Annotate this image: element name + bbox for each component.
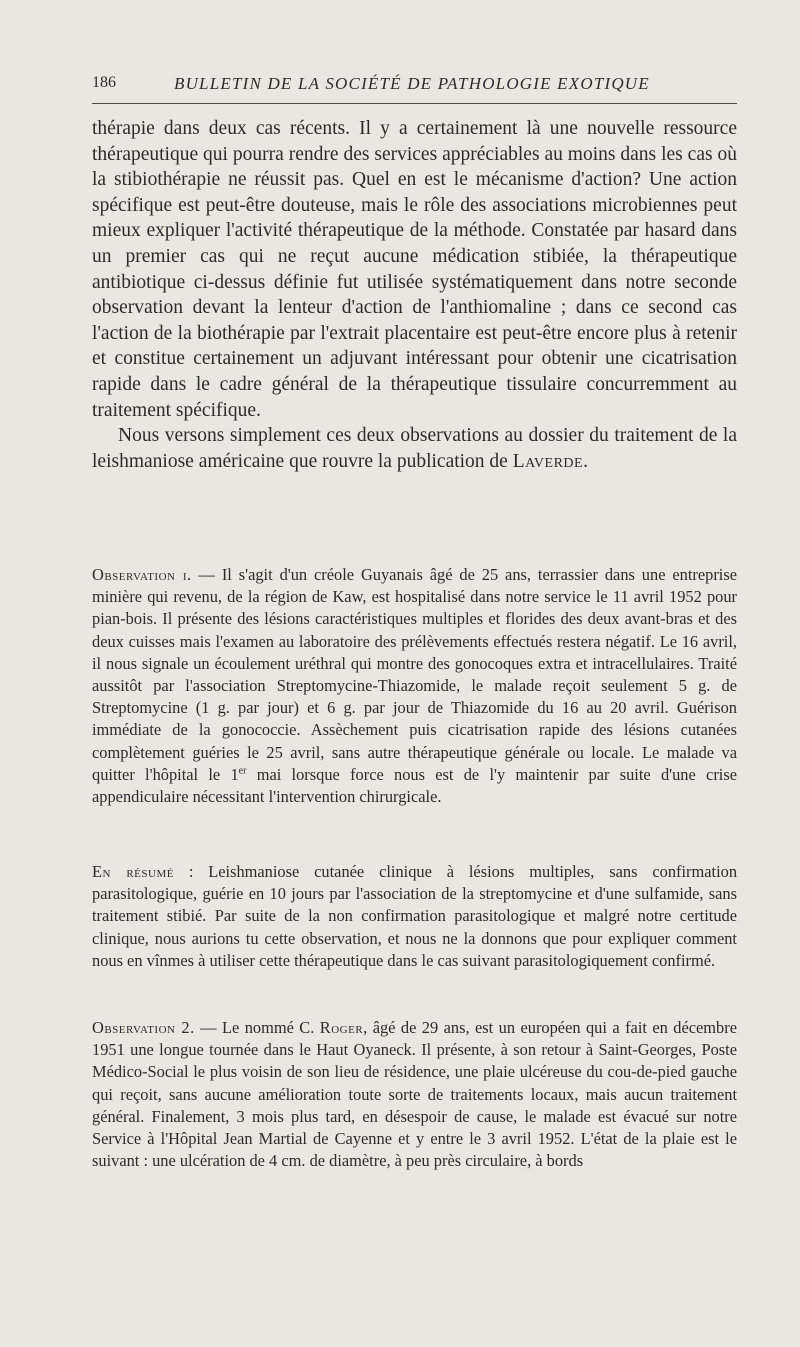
observation-1 [92, 564, 737, 808]
running-title: BULLETIN DE LA SOCIÉTÉ DE PATHOLOGIE EXOTIQUE [174, 74, 650, 93]
page-header [92, 74, 737, 96]
observation-1-superscript: er [238, 765, 247, 777]
paragraph-continuation: thérapie dans deux cas récents. Il y a certainement là une nouvelle ressource thérapeutique qui pourra rendre des services appréciables au moins dans les cas où la stibiothérapie ne réussit pas. Quel en est le mécanisme d'action? Une action spécifique est peut-être douteuse, mais le rôle des associations microbiennes peut mieux expliquer l'activité thérapeutique de la méthode. Constatée par hasard dans un premier cas qui ne reçut aucune médication stibiée, la thérapeutique antibiotique ci-dessus définie fut utilisée systématiquement dans notre seconde observation devant la lenteur d'action de l'anthiomaline ; dans ce second cas l'action de la biothérapie par l'extrait placentaire est peut-être encore plus à retenir et constitue certainement un adjuvant intéressant pour obtenir une cicatrisation rapide dans le cadre général de la thérapeutique tissulaire concurremment au traitement spécifique. [92, 118, 737, 421]
observation-2 [92, 1017, 737, 1172]
author-reference: Laverde [512, 450, 584, 472]
observation-2-label: Observation 2. [92, 1018, 195, 1037]
header-rule [92, 103, 737, 104]
observation-2-text-a: — Le nommé C. [194, 1018, 320, 1037]
page-number: 186 [92, 74, 116, 91]
paragraph-conclusion-end: . [583, 450, 588, 472]
summary-label: En résumé [92, 862, 174, 881]
paragraph-conclusion-text: Nous versons simplement ces deux observations au dossier du traitement de la leishmaniose américaine que rouvre la publication de [92, 425, 737, 472]
observation-1-text-a: — Il s'agit d'un créole Guyanais âgé de 25 ans, terrassier dans une entreprise minière qui revenu, de la région de Kaw, est hospitalisé dans notre service le 11 avril 1952 pour pian-bois. Il présente des lésions caractéristiques multiples et florides des deux avant-bras et des deux cuisses mais l'examen au laboratoire des prélèvements effectués restera négatif. Le 16 avril, il nous signale un écoulement uréthral qui montre des gonocoques extra et intracellulaires. Traité aussitôt par l'association Streptomycine-Thiazomide, le malade reçoit seulement 5 g. de Streptomycine (1 g. par jour) et 6 g. par jour de Thiazomide du 16 au 20 avril. Guérison immédiate de la gonococcie. Assèchement puis cicatrisation rapide des lésions cutanées complètement guéries le 25 avril, sans autre thérapeutique générale ou locale. Le malade va quitter l'hôpital le 1 [92, 565, 737, 784]
observation-1-text-b: mai lorsque force nous est de l'y maintenir par suite d'une crise appendiculaire nécessitant l'intervention chirurgicale. [92, 764, 737, 807]
main-text [92, 116, 738, 1171]
summary-paragraph [92, 861, 737, 972]
paragraph-conclusion [92, 423, 737, 474]
observation-1-label: Observation i. [92, 565, 192, 584]
summary-text: : Leishmaniose cutanée clinique à lésions multiples, sans confirmation parasitologique, guérie en 10 jours par l'association de la streptomycine et d'une sulfamide, sans traitement stibié. Par suite de la non confirmation parasitologique et malgré notre certitude clinique, nous aurions tu cette observation, et nous ne la donnons que pour expliquer comment nous en vînmes à utiliser cette thérapeutique dans le cas suivant parasitologiquement confirmé. [92, 862, 738, 970]
patient-name: Roger [319, 1018, 364, 1037]
observation-2-text-b: , âgé de 29 ans, est un européen qui a fait en décembre 1951 une longue tournée dans le Haut Oyaneck. Il présente, à son retour à Saint-Georges, Poste Médico-Social le plus voisin de son lieu de résidence, une plaie ulcéreuse du cou-de-pied gauche qui reçoit, sans aucune amélioration toute sorte de traitements locaux, mais aucun traitement général. Finalement, 3 mois plus tard, en désespoir de cause, le malade est évacué sur notre Service à l'Hôpital Jean Martial de Cayenne et y entre le 3 avril 1952. L'état de la plaie est le suivant : une ulcération de 4 cm. de diamètre, à peu près circulaire, à bords [92, 1018, 737, 1171]
